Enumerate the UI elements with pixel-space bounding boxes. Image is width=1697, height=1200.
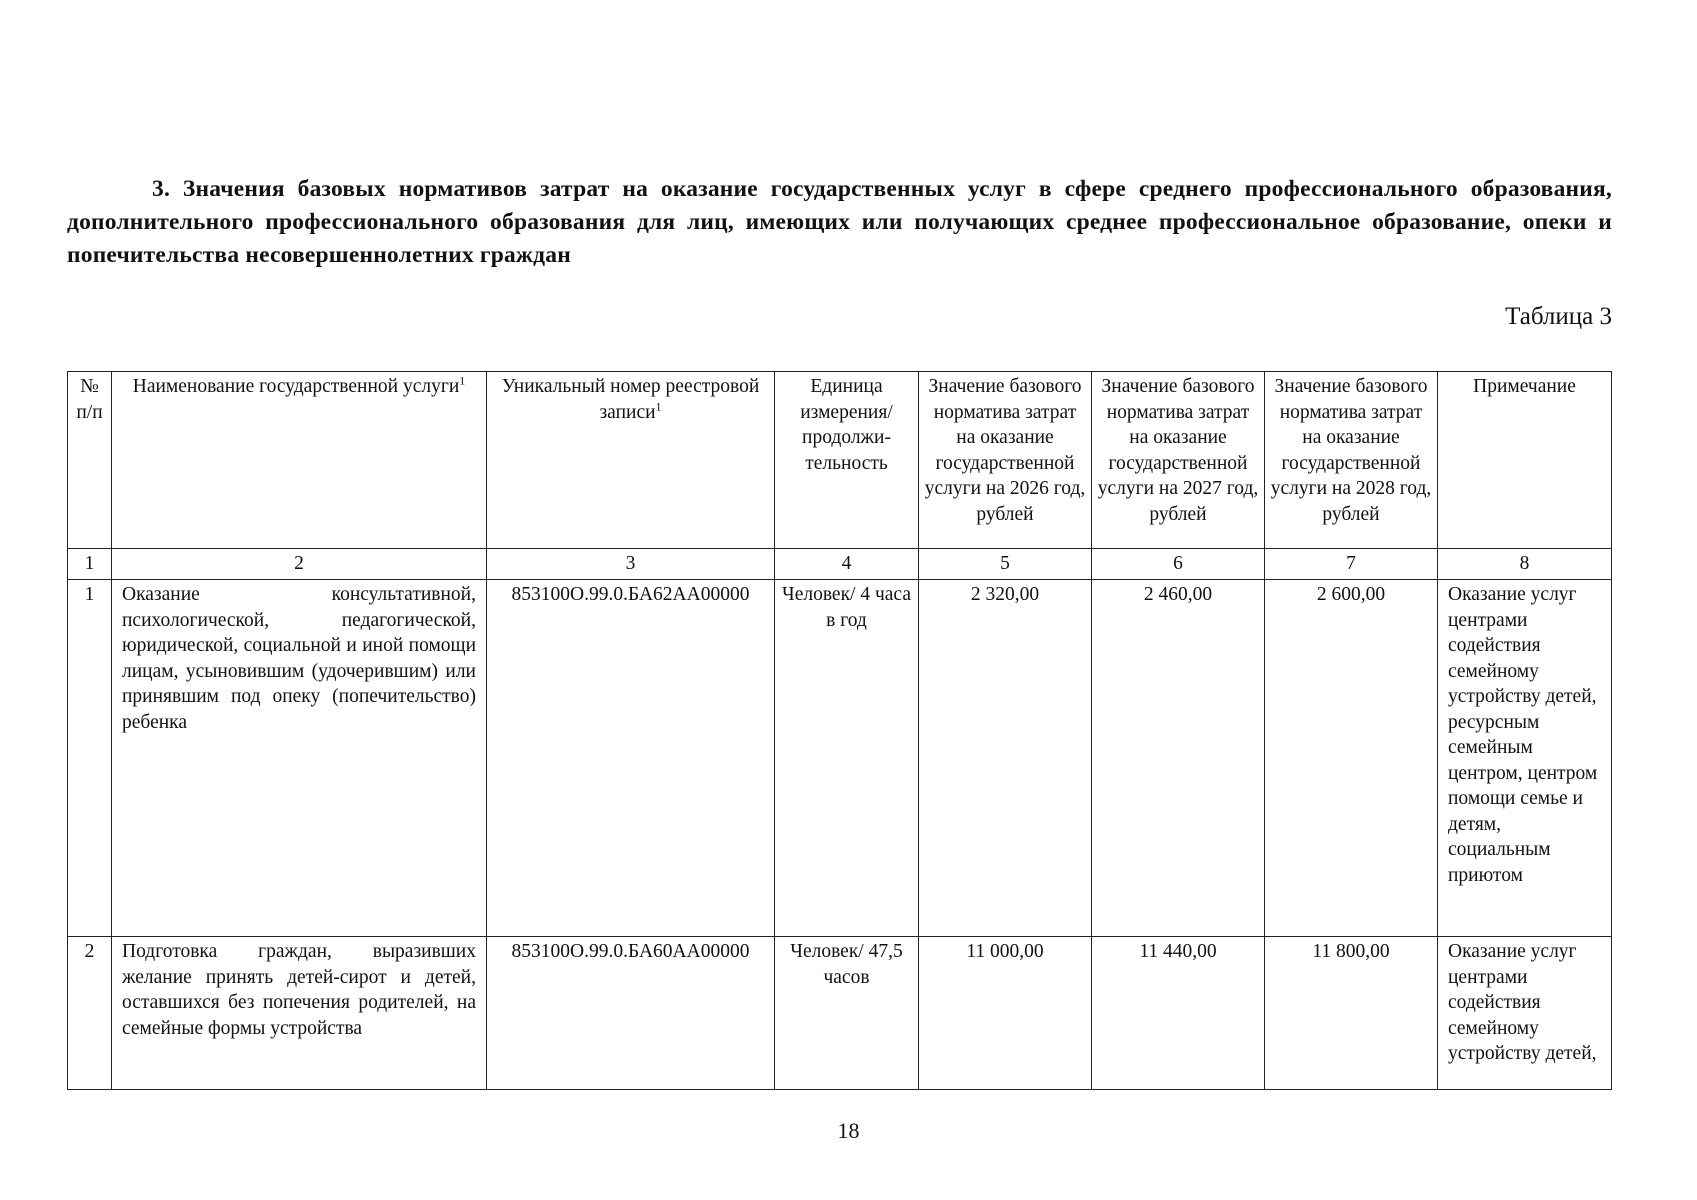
row-value-2027: 11 440,00	[1092, 937, 1265, 1090]
column-number: 3	[487, 549, 775, 580]
header-note: Примечание	[1438, 372, 1612, 549]
table-label: Таблица 3	[1505, 303, 1612, 330]
header-name: Наименование государственной услуги$^1$	[112, 372, 487, 549]
cost-norms-table	[67, 371, 1612, 1090]
row-value-2027: 2 460,00	[1092, 580, 1265, 937]
column-number: 4	[775, 549, 919, 580]
row-value-2028: 2 600,00	[1265, 580, 1438, 937]
header-row	[68, 372, 1612, 549]
header-value-2027: Значение базового норматива затрат на оказание государственной услуги на 2027 год, рублей	[1092, 372, 1265, 549]
column-number: 2	[112, 549, 487, 580]
column-number: 5	[919, 549, 1092, 580]
row-value-2026: 2 320,00	[919, 580, 1092, 937]
row-num: 1	[68, 580, 112, 937]
header-num: № п/п	[68, 372, 112, 549]
header-registry: Уникальный номер реестровой записи$^1$	[487, 372, 775, 549]
column-number: 1	[68, 549, 112, 580]
table-row	[68, 937, 1612, 1090]
row-value-2028: 11 800,00	[1265, 937, 1438, 1090]
page-number: 18	[837, 1118, 860, 1143]
row-unit: Человек/ 47,5 часов	[775, 937, 919, 1090]
row-service-name: Оказание консультативной, психологической, педагогической, юридической, социальной и иной помощи лицам, усыновившим (удочерившим) или принявшим под опеку (попечительство) ребенка	[112, 580, 487, 937]
row-note: Оказание услуг центрами содействия семейному устройству детей,	[1438, 937, 1612, 1090]
row-registry-number: 853100О.99.0.БА62АА00000	[487, 580, 775, 937]
column-number: 7	[1265, 549, 1438, 580]
table-row	[68, 580, 1612, 937]
column-number: 6	[1092, 549, 1265, 580]
row-unit: Человек/ 4 часа в год	[775, 580, 919, 937]
row-registry-number: 853100О.99.0.БА60АА00000	[487, 937, 775, 1090]
section-heading: 3. Значения базовых нормативов затрат на оказание государственных услуг в сфере среднего профессионального образования, дополнительного профессионального образования для лиц, имеющих или получающих среднее профессиональное образование, опеки и попечительства несовершеннолетних граждан	[67, 176, 1612, 268]
row-value-2026: 11 000,00	[919, 937, 1092, 1090]
column-number-row	[68, 549, 1612, 580]
column-number: 8	[1438, 549, 1612, 580]
row-service-name: Подготовка граждан, выразивших желание принять детей-сирот и детей, оставшихся без попечения родителей, на семейные формы устройства	[112, 937, 487, 1090]
row-num: 2	[68, 937, 112, 1090]
row-note: Оказание услуг центрами содействия семейному устройству детей, ресурсным семейным центром, центром помощи семье и детям, социальным приютом	[1438, 580, 1612, 937]
header-value-2026: Значение базового норматива затрат на оказание государственной услуги на 2026 год, рублей	[919, 372, 1092, 549]
header-unit: Единица измерения/ продолжи-тельность	[775, 372, 919, 549]
header-value-2028: Значение базового норматива затрат на оказание государственной услуги на 2028 год, рублей	[1265, 372, 1438, 549]
